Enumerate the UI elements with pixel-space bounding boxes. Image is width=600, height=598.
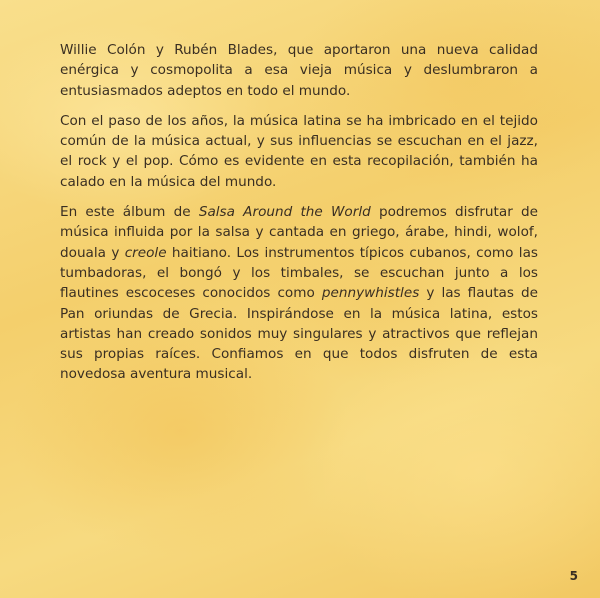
paragraph-3 [60, 202, 538, 385]
paragraph-2: Con el paso de los años, la música latina se ha imbricado en el tejido común de la música actual, y sus influencias se escuchan en el jazz, el rock y el pop. Cómo es evidente en esta recopilación, también ha calado en la música del mundo. [60, 112, 538, 190]
paragraph-3-text-2: podremos disfrutar de música influida por la salsa y cantada en griego, árabe, hindi, wolof, douala y [60, 204, 538, 261]
body-text [60, 40, 538, 395]
page-number: 5 [569, 569, 578, 583]
paragraph-3-text-3: haitiano. Los instrumentos típicos cubanos, como las tumbadoras, el bongó y los timbales, se escuchan junto a los flautines escoceses conocidos como [60, 244, 538, 302]
pennywhistles-term: pennywhistles [321, 285, 420, 302]
paragraph-3-text-1: En este álbum de [60, 204, 199, 221]
album-title: Salsa Around the World [198, 204, 371, 221]
paragraph-1: Willie Colón y Rubén Blades, que aportaron una nueva calidad enérgica y cosmopolita a esa vieja música y deslumbraron a entusiasmados adeptos en todo el mundo. [60, 42, 538, 99]
paragraph-3-text-4: y las flautas de Pan oriundas de Grecia. Inspirándose en la música latina, estos artistas han creado sonidos muy singulares y atractivos que reflejan sus propias raíces. Confiamos en que todos disfruten de esta novedosa aventura musical. [60, 285, 538, 383]
creole-term: creole [124, 244, 167, 261]
